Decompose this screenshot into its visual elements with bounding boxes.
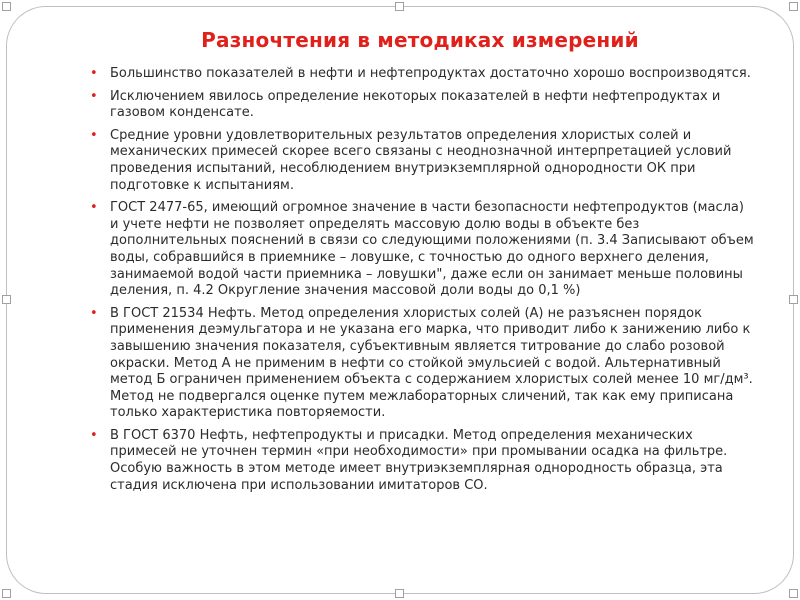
bullet-marker: • [90,427,98,443]
resize-handle-bottom-center[interactable] [395,589,404,598]
bullet-item [90,128,755,194]
bullet-text: ГОСТ 2477-65, имеющий огромное значение в части безопасности нефтепродуктов (масла) и учете нефти не позволяет определять массовую долю воды в объекте без дополнительных пояснений в связи со следующими положениями (п. 3.4 Записывают объем воды, собравшийся в приемнике – ловушке, с точностью до одного верхнего деления, занимаемой водой части приемника – ловушки", даже если он занимает меньше половины деления, п. 4.2 Округление значения массовой доли воды до 0,1 %) [110,200,754,299]
bullet-list [90,66,755,500]
bullet-item [90,200,755,300]
bullet-text: В ГОСТ 6370 Нефть, нефтепродукты и присадки. Метод определения механических примесей не уточнен термин «при необходимости» при промывании осадка на фильтре. Особую важность в этом методе имеет внутриэкземплярная однородность образца, эта стадия исключена при использовании имитаторов СО. [110,427,728,493]
bullet-item [90,66,755,83]
bullet-item [90,89,755,122]
bullet-item [90,428,755,494]
bullet-text: Средние уровни удовлетворительных результатов определения хлористых солей и механических примесей скорее всего связаны с неоднозначной интерпретацией условий проведения испытаний, несоблюдением внутриэкземплярной однородности ОК при подготовке к испытаниям. [110,127,732,193]
resize-handle-top-left[interactable] [2,2,11,11]
resize-handle-top-right[interactable] [789,2,798,11]
resize-handle-top-center[interactable] [395,2,404,11]
resize-handle-bottom-left[interactable] [2,589,11,598]
bullet-marker: • [90,200,98,216]
bullet-marker: • [90,88,98,104]
bullet-text: Большинство показателей в нефти и нефтепродуктах достаточно хорошо воспроизводятся. [110,66,751,81]
bullet-text: Исключением явилось определение некоторых показателей в нефти нефтепродуктах и газовом конденсате. [110,88,721,121]
resize-handle-middle-left[interactable] [2,295,11,304]
bullet-text: В ГОСТ 21534 Нефть. Метод определения хлористых солей (А) не разъяснен порядок применения деэмульгатора и не указана его марка, что приводит либо к занижению либо к завышению значения показателя, субъективным является титрование до слабо розовой окраски. Метод А не применим в нефти со стойкой эмульсией с водой. Альтернативный метод Б ограничен применением объекта с содержанием хлористых солей менее 10 мг/дм³. Метод не подвергался оценке путем межлабораторных сличений, так как ему приписана только характеристика повторяемости. [110,305,753,421]
resize-handle-bottom-right[interactable] [789,589,798,598]
resize-handle-middle-right[interactable] [789,295,798,304]
bullet-marker: • [90,127,98,143]
bullet-marker: • [90,305,98,321]
bullet-marker: • [90,66,98,81]
slide-title: Разночтения в методиках измерений [201,28,639,52]
bullet-item [90,306,755,422]
